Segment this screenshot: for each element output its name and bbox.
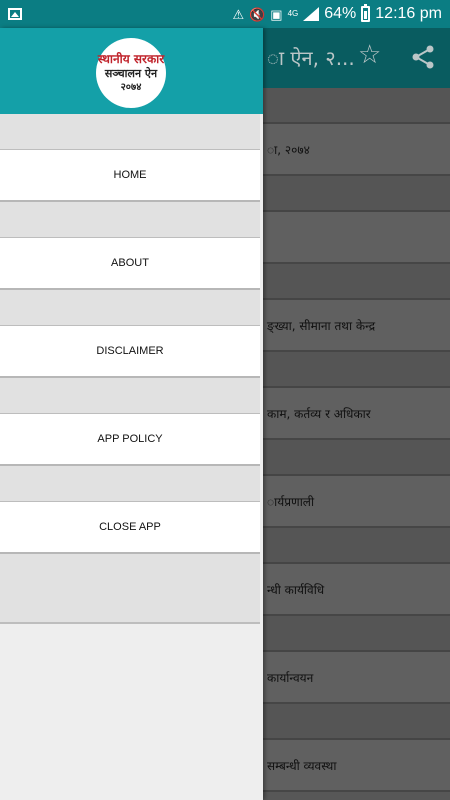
drawer-header xyxy=(0,28,263,114)
menu-gap xyxy=(0,202,260,238)
sim-icon: ▣ xyxy=(270,6,283,22)
list-item-label: ा, २०७४ xyxy=(267,142,310,157)
list-item-label: ङ्ख्या, सीमाना तथा केन्द्र xyxy=(267,318,376,333)
menu-item-about[interactable]: ABOUT xyxy=(0,238,260,290)
mute-icon: 🔇 xyxy=(249,6,266,22)
list-item-label: ार्यप्रणाली xyxy=(267,494,315,509)
star-icon[interactable]: ☆ xyxy=(358,40,382,70)
logo-year: २०७४ xyxy=(120,81,142,93)
list-item-label: काम, कर्तव्य र अधिकार xyxy=(267,406,371,421)
list-item-label: न्धी कार्यविधि xyxy=(267,582,325,597)
image-icon xyxy=(8,8,22,20)
drawer-menu xyxy=(0,114,263,624)
drawer-scrim[interactable] xyxy=(262,28,450,800)
battery-percent: 64% xyxy=(324,5,357,22)
battery-icon xyxy=(361,6,370,22)
menu-item-close-app[interactable]: CLOSE APP xyxy=(0,502,260,554)
menu-item-home[interactable]: HOME xyxy=(0,150,260,202)
menu-item-app-policy[interactable]: APP POLICY xyxy=(0,414,260,466)
menu-gap xyxy=(0,290,260,326)
menu-gap xyxy=(0,114,260,150)
warning-icon: ⚠ xyxy=(232,6,245,22)
status-bar xyxy=(0,0,450,28)
signal-icon xyxy=(303,7,319,21)
menu-item-disclaimer[interactable]: DISCLAIMER xyxy=(0,326,260,378)
logo-subtitle: सञ्चालन ऐन xyxy=(104,67,158,81)
toolbar-title: ा ऐन, २... xyxy=(267,46,355,70)
network-type-label: 4G xyxy=(287,9,299,18)
app-logo xyxy=(96,38,166,108)
list-item-label: सम्बन्धी व्यवस्था xyxy=(267,758,337,773)
navigation-drawer xyxy=(0,28,263,800)
logo-title: स्थानीय सरकार xyxy=(97,52,165,67)
menu-gap xyxy=(0,466,260,502)
menu-footer xyxy=(0,554,260,624)
list-item-label: कार्यान्वयन xyxy=(267,670,314,685)
clock: 12:16 pm xyxy=(375,5,442,22)
menu-gap xyxy=(0,378,260,414)
